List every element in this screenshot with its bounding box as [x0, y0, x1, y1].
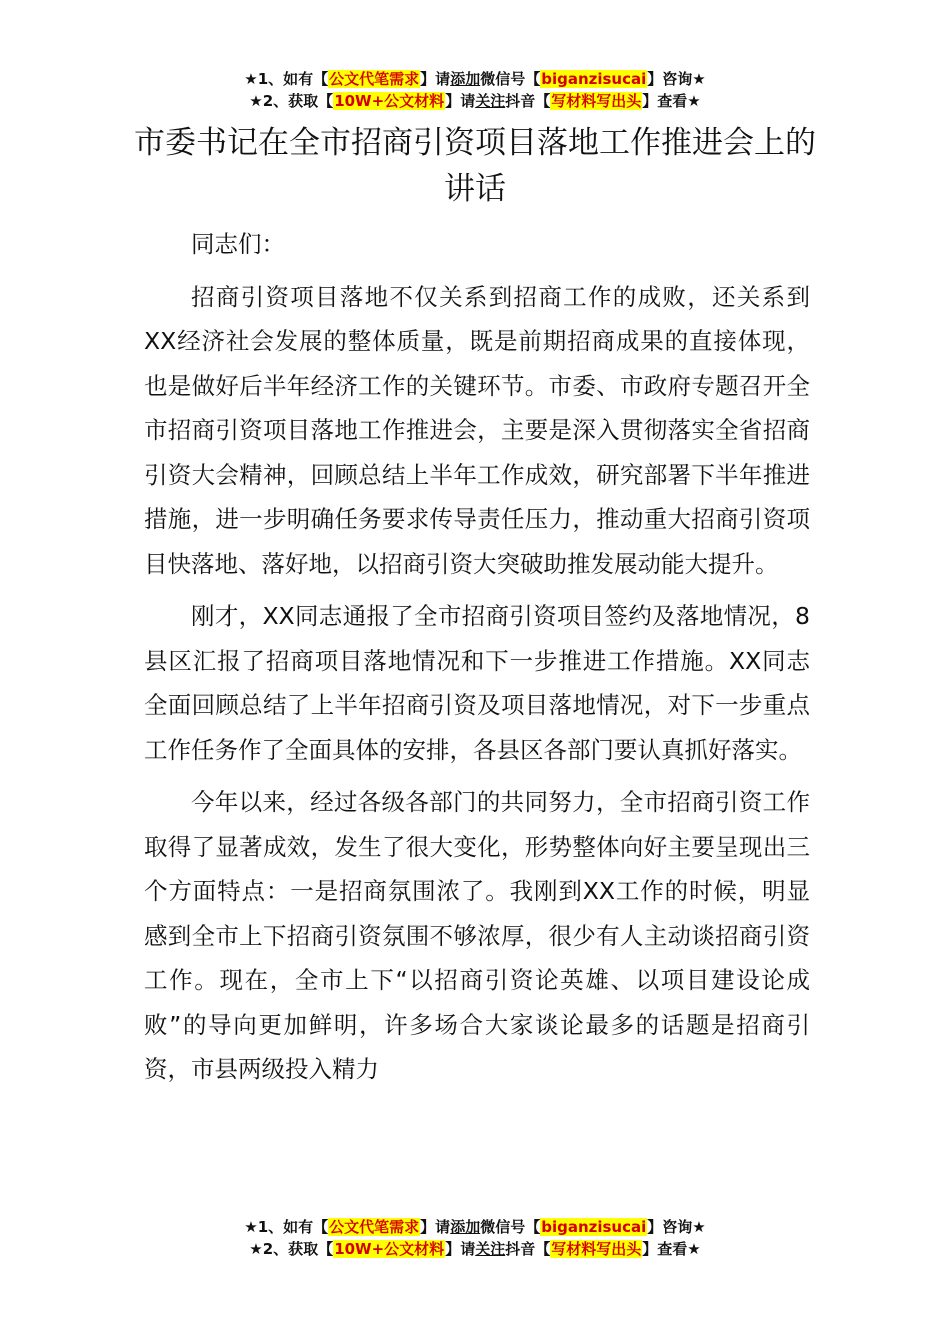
star-icon: ★ — [249, 1240, 263, 1258]
promo-highlight: 公文代笔需求 — [329, 70, 420, 88]
promo-line-2: ★2、获取【10W+公文材料】请关注抖音【写材料写出头】查看★ — [249, 1240, 701, 1258]
promo-banner-bottom — [0, 1216, 950, 1260]
promo-line-1: ★1、如有【公文代笔需求】请添加微信号【biganzisucai】咨询★ — [244, 1218, 706, 1236]
paragraph: 刚才，XX同志通报了全市招商引资项目签约及落地情况，8县区汇报了招商项目落地情况和下一步推进工作措施。XX同志全面回顾总结了上半年招商引资及项目落地情况，对下一步重点工作任务作了全面具体的安排，各县区各部门要认真抓好落实。 — [144, 602, 810, 764]
promo-highlight: 公文代笔需求 — [329, 1218, 420, 1236]
document-title: 市委书记在全市招商引资项目落地工作推进会上的讲话 — [134, 125, 816, 207]
promo-line-2: ★2、获取【10W+公文材料】请关注抖音【写材料写出头】查看★ — [249, 92, 701, 110]
promo-highlight-wechat: biganzisucai — [541, 1218, 647, 1236]
promo-highlight-wechat: biganzisucai — [541, 70, 647, 88]
salutation: 同志们： — [191, 230, 285, 258]
promo-highlight: 10W+公文材料 — [334, 1240, 445, 1258]
paragraph: 招商引资项目落地不仅关系到招商工作的成败，还关系到XX经济社会发展的整体质量，既是前期招商成果的直接体现，也是做好后半年经济工作的关键环节。市委、市政府专题召开全市招商引资项目落地工作推进会，主要是深入贯彻落实全省招商引资大会精神，回顾总结上半年工作成效，研究部署下半年推进措施，进一步明确任务要求传导责任压力，推动重大招商引资项目快落地、落好地，以招商引资大突破助推发展动能大提升。 — [144, 282, 810, 578]
star-icon: ★ — [244, 1218, 258, 1236]
promo-banner-top — [0, 68, 950, 112]
document-body — [144, 222, 810, 1100]
star-icon: ★ — [244, 70, 258, 88]
promo-highlight-douyin: 写材料写出头 — [551, 92, 642, 110]
star-icon: ★ — [249, 92, 263, 110]
promo-highlight: 10W+公文材料 — [334, 92, 445, 110]
promo-line-1: ★1、如有【公文代笔需求】请添加微信号【biganzisucai】咨询★ — [244, 70, 706, 88]
promo-highlight-douyin: 写材料写出头 — [551, 1240, 642, 1258]
paragraph: 今年以来，经过各级各部门的共同努力，全市招商引资工作取得了显著成效，发生了很大变化，形势整体向好主要呈现出三个方面特点：一是招商氛围浓了。我刚到XX工作的时候，明显感到全市上下招商引资氛围不够浓厚，很少有人主动谈招商引资工作。现在，全市上下“以招商引资论英雄、以项目建设论成败”的导向更加鲜明，许多场合大家谈论最多的话题是招商引资，市县两级投入精力 — [144, 788, 810, 1083]
